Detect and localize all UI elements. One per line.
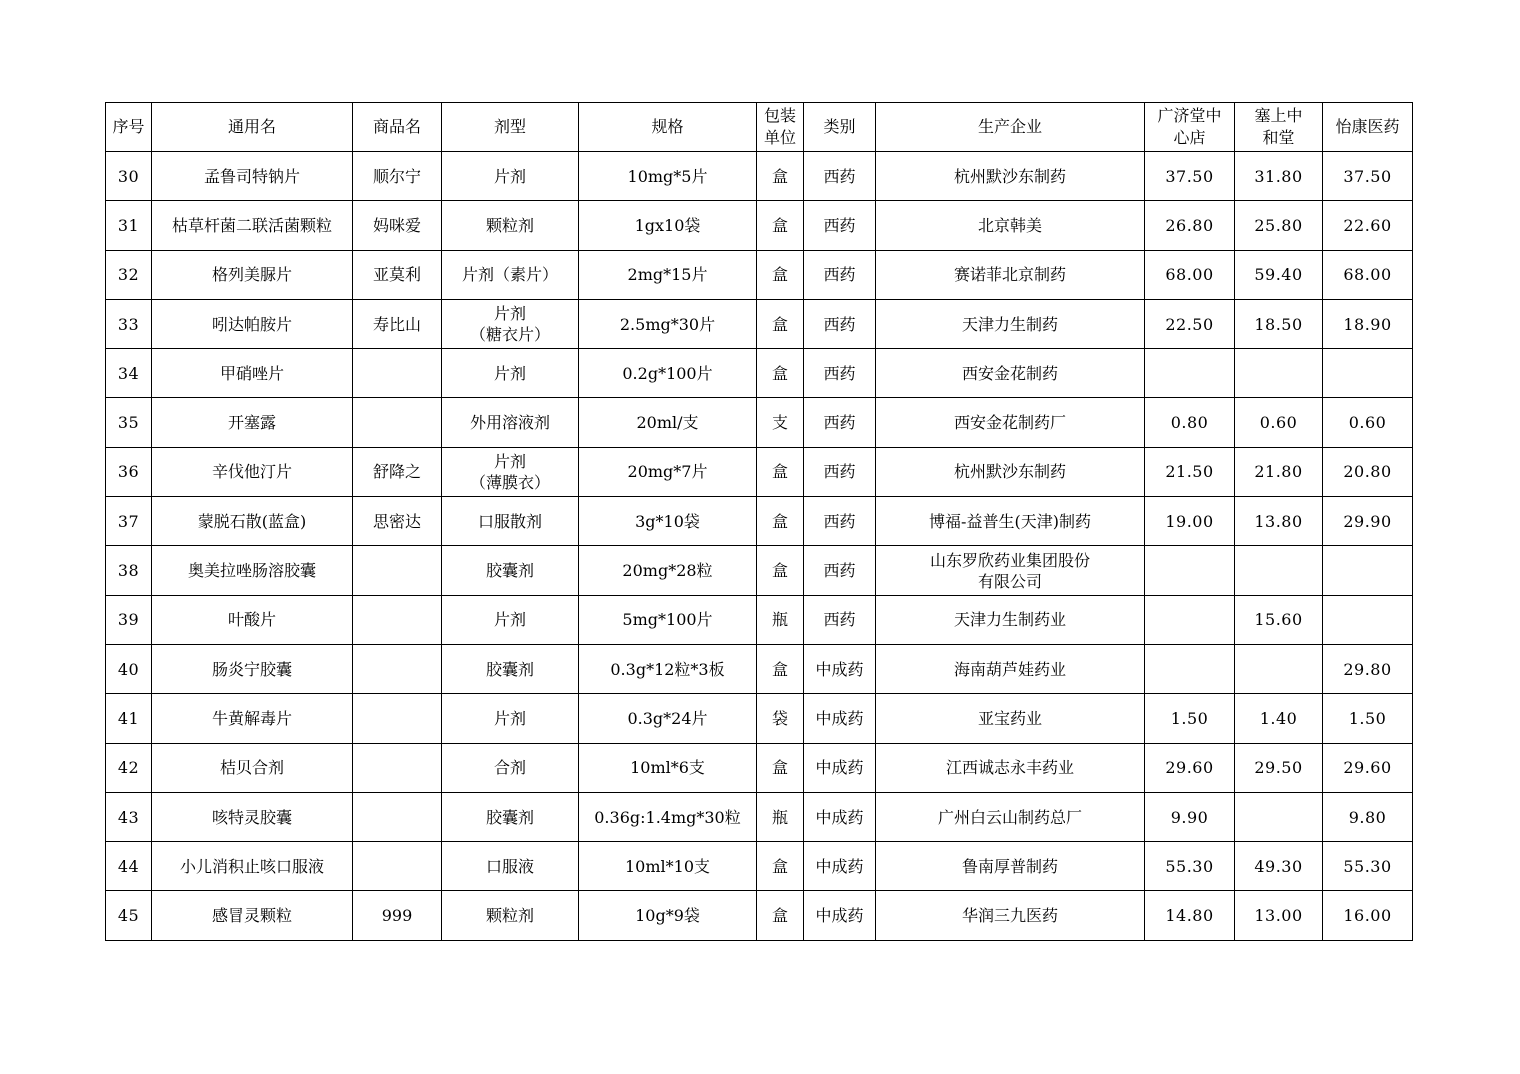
col-guangjitang-price-cell: 1.50 — [1145, 694, 1235, 743]
col-index-cell: 40 — [106, 644, 152, 693]
table-row — [106, 595, 1413, 644]
col-guangjitang-price-cell: 37.50 — [1145, 152, 1235, 201]
col-trade-name-cell: 妈咪爱 — [353, 201, 442, 250]
col-manufacturer-cell: 山东罗欣药业集团股份 有限公司 — [876, 546, 1145, 595]
table-row — [106, 250, 1413, 299]
col-generic-name-cell: 开塞露 — [152, 398, 353, 447]
col-category-cell: 中成药 — [804, 792, 876, 841]
col-guangjitang-price-cell: 26.80 — [1145, 201, 1235, 250]
col-trade-name-cell — [353, 842, 442, 891]
col-dosage-form-cell: 片剂（素片） — [442, 250, 579, 299]
col-yikang-price-cell: 0.60 — [1323, 398, 1413, 447]
col-saishang-price-cell: 13.80 — [1235, 497, 1323, 546]
table-row — [106, 299, 1413, 348]
col-category-cell: 西药 — [804, 152, 876, 201]
col-saishang-price-cell: 18.50 — [1235, 299, 1323, 348]
col-spec-cell: 2mg*15片 — [579, 250, 757, 299]
table-row — [106, 644, 1413, 693]
col-saishang-price-cell: 15.60 — [1235, 595, 1323, 644]
col-spec-cell: 10g*9袋 — [579, 891, 757, 940]
col-pack-unit-cell: 盒 — [757, 644, 804, 693]
col-yikang-price-cell — [1323, 349, 1413, 398]
col-guangjitang-price-cell — [1145, 644, 1235, 693]
col-spec-cell: 20mg*28粒 — [579, 546, 757, 595]
col-trade-name-cell — [353, 595, 442, 644]
col-dosage-form-cell: 合剂 — [442, 743, 579, 792]
col-index-cell: 38 — [106, 546, 152, 595]
col-yikang-price-cell: 16.00 — [1323, 891, 1413, 940]
col-category-cell: 中成药 — [804, 842, 876, 891]
col-spec-header: 规格 — [579, 103, 757, 152]
col-index-cell: 37 — [106, 497, 152, 546]
col-category-cell: 西药 — [804, 349, 876, 398]
col-guangjitang-price-cell: 21.50 — [1145, 447, 1235, 496]
col-saishang-price-cell: 1.40 — [1235, 694, 1323, 743]
table-row — [106, 842, 1413, 891]
col-index-cell: 36 — [106, 447, 152, 496]
header-row — [106, 103, 1413, 152]
col-category-cell: 西药 — [804, 546, 876, 595]
col-pack-unit-cell: 盒 — [757, 250, 804, 299]
col-yikang-price-cell — [1323, 595, 1413, 644]
col-manufacturer-cell: 亚宝药业 — [876, 694, 1145, 743]
col-spec-cell: 0.3g*12粒*3板 — [579, 644, 757, 693]
col-pack-unit-cell: 盒 — [757, 349, 804, 398]
col-guangjitang-price-cell — [1145, 546, 1235, 595]
col-dosage-form-header: 剂型 — [442, 103, 579, 152]
col-category-cell: 西药 — [804, 250, 876, 299]
col-manufacturer-cell: 鲁南厚普制药 — [876, 842, 1145, 891]
col-spec-cell: 10mg*5片 — [579, 152, 757, 201]
col-trade-name-cell — [353, 694, 442, 743]
col-yikang-price-cell: 29.60 — [1323, 743, 1413, 792]
col-index-cell: 42 — [106, 743, 152, 792]
table-row — [106, 398, 1413, 447]
col-pack-unit-cell: 盒 — [757, 842, 804, 891]
col-guangjitang-price-cell: 29.60 — [1145, 743, 1235, 792]
col-dosage-form-cell: 外用溶液剂 — [442, 398, 579, 447]
col-dosage-form-cell: 胶囊剂 — [442, 792, 579, 841]
col-category-cell: 中成药 — [804, 743, 876, 792]
col-trade-name-cell — [353, 349, 442, 398]
col-pack-unit-cell: 盒 — [757, 497, 804, 546]
col-dosage-form-cell: 片剂 （薄膜衣） — [442, 447, 579, 496]
col-yikang-price-cell — [1323, 546, 1413, 595]
col-yikang-price-cell: 18.90 — [1323, 299, 1413, 348]
col-spec-cell: 10ml*6支 — [579, 743, 757, 792]
col-manufacturer-cell: 杭州默沙东制药 — [876, 152, 1145, 201]
col-dosage-form-cell: 口服散剂 — [442, 497, 579, 546]
col-yikang-price-cell: 20.80 — [1323, 447, 1413, 496]
col-index-header: 序号 — [106, 103, 152, 152]
col-yikang-price-header: 怡康医药 — [1323, 103, 1413, 152]
col-index-cell: 32 — [106, 250, 152, 299]
col-yikang-price-cell: 22.60 — [1323, 201, 1413, 250]
col-trade-name-cell: 舒降之 — [353, 447, 442, 496]
col-spec-cell: 2.5mg*30片 — [579, 299, 757, 348]
col-generic-name-header: 通用名 — [152, 103, 353, 152]
col-pack-unit-header: 包装 单位 — [757, 103, 804, 152]
col-index-cell: 44 — [106, 842, 152, 891]
col-index-cell: 39 — [106, 595, 152, 644]
col-trade-name-cell: 思密达 — [353, 497, 442, 546]
col-spec-cell: 0.36g:1.4mg*30粒 — [579, 792, 757, 841]
col-category-header: 类别 — [804, 103, 876, 152]
col-trade-name-cell — [353, 792, 442, 841]
drug-price-table — [105, 102, 1413, 941]
table-row — [106, 694, 1413, 743]
col-guangjitang-price-cell: 22.50 — [1145, 299, 1235, 348]
table-row — [106, 546, 1413, 595]
col-trade-name-cell: 寿比山 — [353, 299, 442, 348]
col-generic-name-cell: 格列美脲片 — [152, 250, 353, 299]
col-yikang-price-cell: 68.00 — [1323, 250, 1413, 299]
col-spec-cell: 0.2g*100片 — [579, 349, 757, 398]
col-index-cell: 34 — [106, 349, 152, 398]
col-trade-name-cell: 顺尔宁 — [353, 152, 442, 201]
col-manufacturer-cell: 江西诚志永丰药业 — [876, 743, 1145, 792]
col-trade-name-header: 商品名 — [353, 103, 442, 152]
col-category-cell: 西药 — [804, 447, 876, 496]
col-spec-cell: 10ml*10支 — [579, 842, 757, 891]
table-row — [106, 497, 1413, 546]
col-manufacturer-cell: 西安金花制药 — [876, 349, 1145, 398]
col-generic-name-cell: 感冒灵颗粒 — [152, 891, 353, 940]
col-pack-unit-cell: 盒 — [757, 152, 804, 201]
col-dosage-form-cell: 胶囊剂 — [442, 644, 579, 693]
col-saishang-price-cell: 59.40 — [1235, 250, 1323, 299]
col-manufacturer-cell: 博福-益普生(天津)制药 — [876, 497, 1145, 546]
col-generic-name-cell: 小儿消积止咳口服液 — [152, 842, 353, 891]
col-category-cell: 西药 — [804, 398, 876, 447]
col-saishang-price-cell — [1235, 546, 1323, 595]
col-dosage-form-cell: 颗粒剂 — [442, 891, 579, 940]
col-trade-name-cell — [353, 743, 442, 792]
col-pack-unit-cell: 瓶 — [757, 595, 804, 644]
col-saishang-price-cell: 13.00 — [1235, 891, 1323, 940]
col-spec-cell: 5mg*100片 — [579, 595, 757, 644]
col-guangjitang-price-header: 广济堂中 心店 — [1145, 103, 1235, 152]
col-dosage-form-cell: 片剂 — [442, 694, 579, 743]
col-dosage-form-cell: 颗粒剂 — [442, 201, 579, 250]
col-index-cell: 33 — [106, 299, 152, 348]
col-yikang-price-cell: 55.30 — [1323, 842, 1413, 891]
col-trade-name-cell: 亚莫利 — [353, 250, 442, 299]
col-index-cell: 35 — [106, 398, 152, 447]
col-saishang-price-cell: 29.50 — [1235, 743, 1323, 792]
col-manufacturer-cell: 杭州默沙东制药 — [876, 447, 1145, 496]
col-generic-name-cell: 吲达帕胺片 — [152, 299, 353, 348]
table-row — [106, 201, 1413, 250]
col-index-cell: 43 — [106, 792, 152, 841]
col-manufacturer-cell: 天津力生制药业 — [876, 595, 1145, 644]
col-category-cell: 中成药 — [804, 891, 876, 940]
table-row — [106, 891, 1413, 940]
col-manufacturer-cell: 北京韩美 — [876, 201, 1145, 250]
col-dosage-form-cell: 片剂 — [442, 595, 579, 644]
col-index-cell: 41 — [106, 694, 152, 743]
col-manufacturer-cell: 西安金花制药厂 — [876, 398, 1145, 447]
col-spec-cell: 20mg*7片 — [579, 447, 757, 496]
col-trade-name-cell — [353, 398, 442, 447]
table-row — [106, 743, 1413, 792]
col-manufacturer-header: 生产企业 — [876, 103, 1145, 152]
col-spec-cell: 0.3g*24片 — [579, 694, 757, 743]
col-yikang-price-cell: 37.50 — [1323, 152, 1413, 201]
col-yikang-price-cell: 9.80 — [1323, 792, 1413, 841]
col-category-cell: 西药 — [804, 595, 876, 644]
col-category-cell: 西药 — [804, 497, 876, 546]
col-saishang-price-cell — [1235, 792, 1323, 841]
col-trade-name-cell: 999 — [353, 891, 442, 940]
table-header — [106, 103, 1413, 152]
col-pack-unit-cell: 盒 — [757, 447, 804, 496]
col-manufacturer-cell: 天津力生制药 — [876, 299, 1145, 348]
col-manufacturer-cell: 华润三九医药 — [876, 891, 1145, 940]
col-pack-unit-cell: 瓶 — [757, 792, 804, 841]
col-generic-name-cell: 桔贝合剂 — [152, 743, 353, 792]
col-pack-unit-cell: 袋 — [757, 694, 804, 743]
col-generic-name-cell: 蒙脱石散(蓝盒) — [152, 497, 353, 546]
table-row — [106, 152, 1413, 201]
col-pack-unit-cell: 盒 — [757, 201, 804, 250]
col-saishang-price-cell — [1235, 349, 1323, 398]
col-saishang-price-cell: 31.80 — [1235, 152, 1323, 201]
col-generic-name-cell: 甲硝唑片 — [152, 349, 353, 398]
col-saishang-price-cell: 49.30 — [1235, 842, 1323, 891]
col-category-cell: 西药 — [804, 201, 876, 250]
col-manufacturer-cell: 海南葫芦娃药业 — [876, 644, 1145, 693]
col-dosage-form-cell: 胶囊剂 — [442, 546, 579, 595]
col-category-cell: 西药 — [804, 299, 876, 348]
col-dosage-form-cell: 片剂 （糖衣片） — [442, 299, 579, 348]
col-generic-name-cell: 牛黄解毒片 — [152, 694, 353, 743]
col-trade-name-cell — [353, 546, 442, 595]
col-dosage-form-cell: 片剂 — [442, 152, 579, 201]
col-pack-unit-cell: 支 — [757, 398, 804, 447]
table-row — [106, 792, 1413, 841]
col-guangjitang-price-cell — [1145, 595, 1235, 644]
col-yikang-price-cell: 29.90 — [1323, 497, 1413, 546]
col-guangjitang-price-cell: 9.90 — [1145, 792, 1235, 841]
col-saishang-price-cell: 25.80 — [1235, 201, 1323, 250]
col-pack-unit-cell: 盒 — [757, 891, 804, 940]
col-manufacturer-cell: 赛诺菲北京制药 — [876, 250, 1145, 299]
col-trade-name-cell — [353, 644, 442, 693]
col-spec-cell: 20ml/支 — [579, 398, 757, 447]
col-generic-name-cell: 孟鲁司特钠片 — [152, 152, 353, 201]
col-index-cell: 45 — [106, 891, 152, 940]
col-pack-unit-cell: 盒 — [757, 299, 804, 348]
col-yikang-price-cell: 29.80 — [1323, 644, 1413, 693]
col-saishang-price-cell: 0.60 — [1235, 398, 1323, 447]
col-generic-name-cell: 枯草杆菌二联活菌颗粒 — [152, 201, 353, 250]
col-generic-name-cell: 奥美拉唑肠溶胶囊 — [152, 546, 353, 595]
col-generic-name-cell: 叶酸片 — [152, 595, 353, 644]
col-guangjitang-price-cell: 55.30 — [1145, 842, 1235, 891]
col-pack-unit-cell: 盒 — [757, 546, 804, 595]
col-saishang-price-header: 塞上中 和堂 — [1235, 103, 1323, 152]
col-dosage-form-cell: 片剂 — [442, 349, 579, 398]
table-body — [106, 152, 1413, 941]
col-saishang-price-cell: 21.80 — [1235, 447, 1323, 496]
col-manufacturer-cell: 广州白云山制药总厂 — [876, 792, 1145, 841]
col-index-cell: 30 — [106, 152, 152, 201]
col-pack-unit-cell: 盒 — [757, 743, 804, 792]
table-row — [106, 349, 1413, 398]
col-guangjitang-price-cell: 14.80 — [1145, 891, 1235, 940]
col-generic-name-cell: 肠炎宁胶囊 — [152, 644, 353, 693]
col-index-cell: 31 — [106, 201, 152, 250]
col-category-cell: 中成药 — [804, 644, 876, 693]
col-dosage-form-cell: 口服液 — [442, 842, 579, 891]
col-saishang-price-cell — [1235, 644, 1323, 693]
col-guangjitang-price-cell: 0.80 — [1145, 398, 1235, 447]
col-guangjitang-price-cell — [1145, 349, 1235, 398]
col-spec-cell: 1gx10袋 — [579, 201, 757, 250]
col-generic-name-cell: 辛伐他汀片 — [152, 447, 353, 496]
table-row — [106, 447, 1413, 496]
col-spec-cell: 3g*10袋 — [579, 497, 757, 546]
col-guangjitang-price-cell: 19.00 — [1145, 497, 1235, 546]
col-guangjitang-price-cell: 68.00 — [1145, 250, 1235, 299]
col-yikang-price-cell: 1.50 — [1323, 694, 1413, 743]
col-category-cell: 中成药 — [804, 694, 876, 743]
col-generic-name-cell: 咳特灵胶囊 — [152, 792, 353, 841]
